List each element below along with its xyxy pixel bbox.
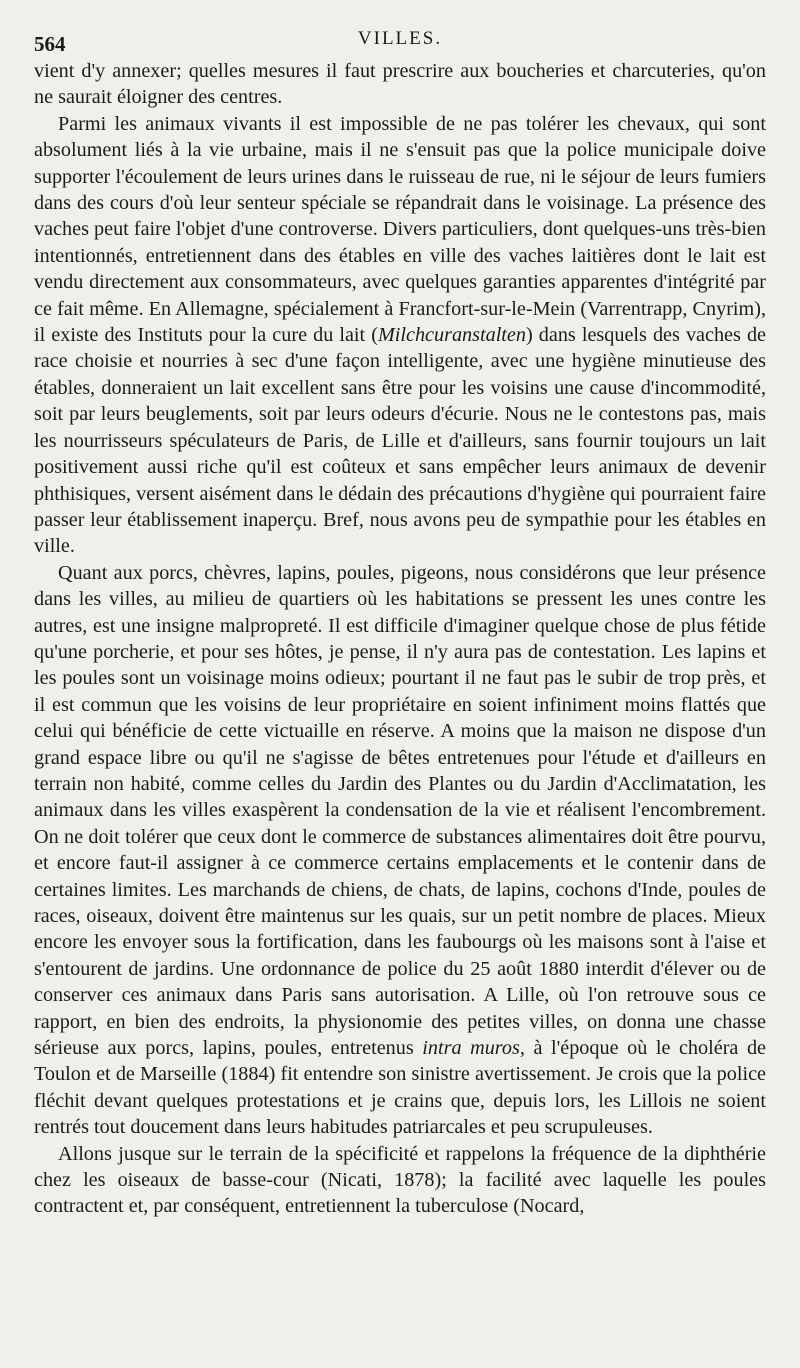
text-run: Quant aux porcs, chèvres, lapins, poules, pigeons, nous considérons que leur présence dans les villes, au milieu de quartiers où les habitations se pressent les unes contre les autres, est une insigne malpropreté. Il est difficile d'imaginer quelque chose de plus fétide qu'une porcherie, et pour ses hôtes, je pense, il n'y aura pas de contestation. Les lapins et les poules sont un voisinage moins odieux; pourtant il ne faut pas le subir de trop près, et il est commun que les voisins de leur propriétaire en soient infiniment moins flattés que celui qui bénéficie de cette victuaille en réserve. A moins que la maison ne dispose d'un grand espace libre ou qu'il ne s'agisse de bêtes entretenues pour l'étude et d'ailleurs en terrain non habité, comme celles du Jardin des Plantes ou du Jardin d'Acclimatation, les animaux dans les villes exaspèrent la condensation de la vie et réalisent l'encombrement. On ne doit tolérer que ceux dont le commerce de substances alimentaires doit être pourvu, et encore faut-il assigner à ce commerce certains emplacements et le contenir dans de certaines limites. Les marchands de chiens, de chats, de lapins, cochons d'Inde, poules de races, oiseaux, doivent être maintenus sur les quais, sur un petit nombre de places. Mieux encore les envoyer sous la fortification, dans les faubourgs où les maisons sont à l'aise et s'entourent de jardins. Une ordonnance de police du 25 août 1880 interdit d'élever ou de conserver ces animaux dans Paris sans autorisation. A Lille, où l'on retrouve sous ce rapport, en bien des endroits, la physionomie des petites villes, on donna une chasse sérieuse aux porcs, lapins, poules, entretenus [34, 561, 766, 1060]
paragraph [34, 58, 766, 111]
running-head [34, 24, 766, 58]
text-run: Allons jusque sur le terrain de la spécificité et rappelons la fréquence de la diphthérie chez les oiseaux de basse-cour (Nicati, 1878); la facilité avec laquelle les poules contractent et, par conséquent, entretiennent la tuberculose (Nocard, [34, 1142, 766, 1218]
text-run: vient d'y annexer; quelles mesures il faut prescrire aux boucheries et charcuteries, qu'on ne saurait éloigner des centres. [34, 60, 766, 109]
text-run: Parmi les animaux vivants il est impossible de ne pas tolérer les chevaux, qui sont absolument liés à la vie urbaine, mais il ne s'ensuit pas que la police municipale doive supporter l'écoulement de leurs urines dans le ruisseau de rue, ni le séjour de leurs fumiers dans des cours d'où leur senteur spéciale se répandrait dans le voisinage. La présence des vaches peut faire l'objet d'une controverse. Divers particuliers, dont quelques-uns très-bien intentionnés, entretiennent dans des étables en ville des vaches laitières dont le lait est vendu directement aux consommateurs, avec quelques garanties apparentes d'intégrité par ce fait même. En Allemagne, spécialement à Francfort-sur-le-Mein (Varrentrapp, Cnyrim), il existe des Instituts pour la cure du lait ( [34, 112, 766, 347]
text-run: ) dans lesquels des vaches de race choisie et nourries à sec d'une façon intelligente, avec une hygiène minutieuse des étables, donneraient un lait excellent sans être pour les voisins une cause d'incommodité, soit par leurs beuglements, soit par leurs odeurs d'écurie. Nous ne le contestons pas, mais les nourrisseurs spéculateurs de Paris, de Lille et d'ailleurs, sans fournir toujours un lait positivement aussi riche qu'il est coûteux et sans empêcher leurs animaux de devenir phthisiques, versent aisément dans le dédain des précautions d'hygiène qui pourraient faire passer leur établissement inaperçu. Bref, nous avons peu de sympathie pour les étables en ville. [34, 324, 766, 558]
body-text [34, 58, 766, 1220]
paragraph [34, 560, 766, 1141]
paragraph [34, 1141, 766, 1220]
paragraph [34, 111, 766, 560]
italic-term: intra muros [422, 1037, 520, 1060]
running-title: VILLES. [357, 28, 443, 49]
italic-term: Milchcuranstalten [377, 324, 526, 347]
page-number: 564 [34, 32, 66, 56]
text-run: , à l'époque où le choléra de Toulon et de Marseille (1884) fit entendre son sinistre avertissement. Je crois que la police fléchit devant quelques protestations et je crains que, depuis lors, les Lillois ne soient rentrés tout doucement dans leurs habitudes patriarcales et peu scrupuleuses. [34, 1037, 766, 1139]
